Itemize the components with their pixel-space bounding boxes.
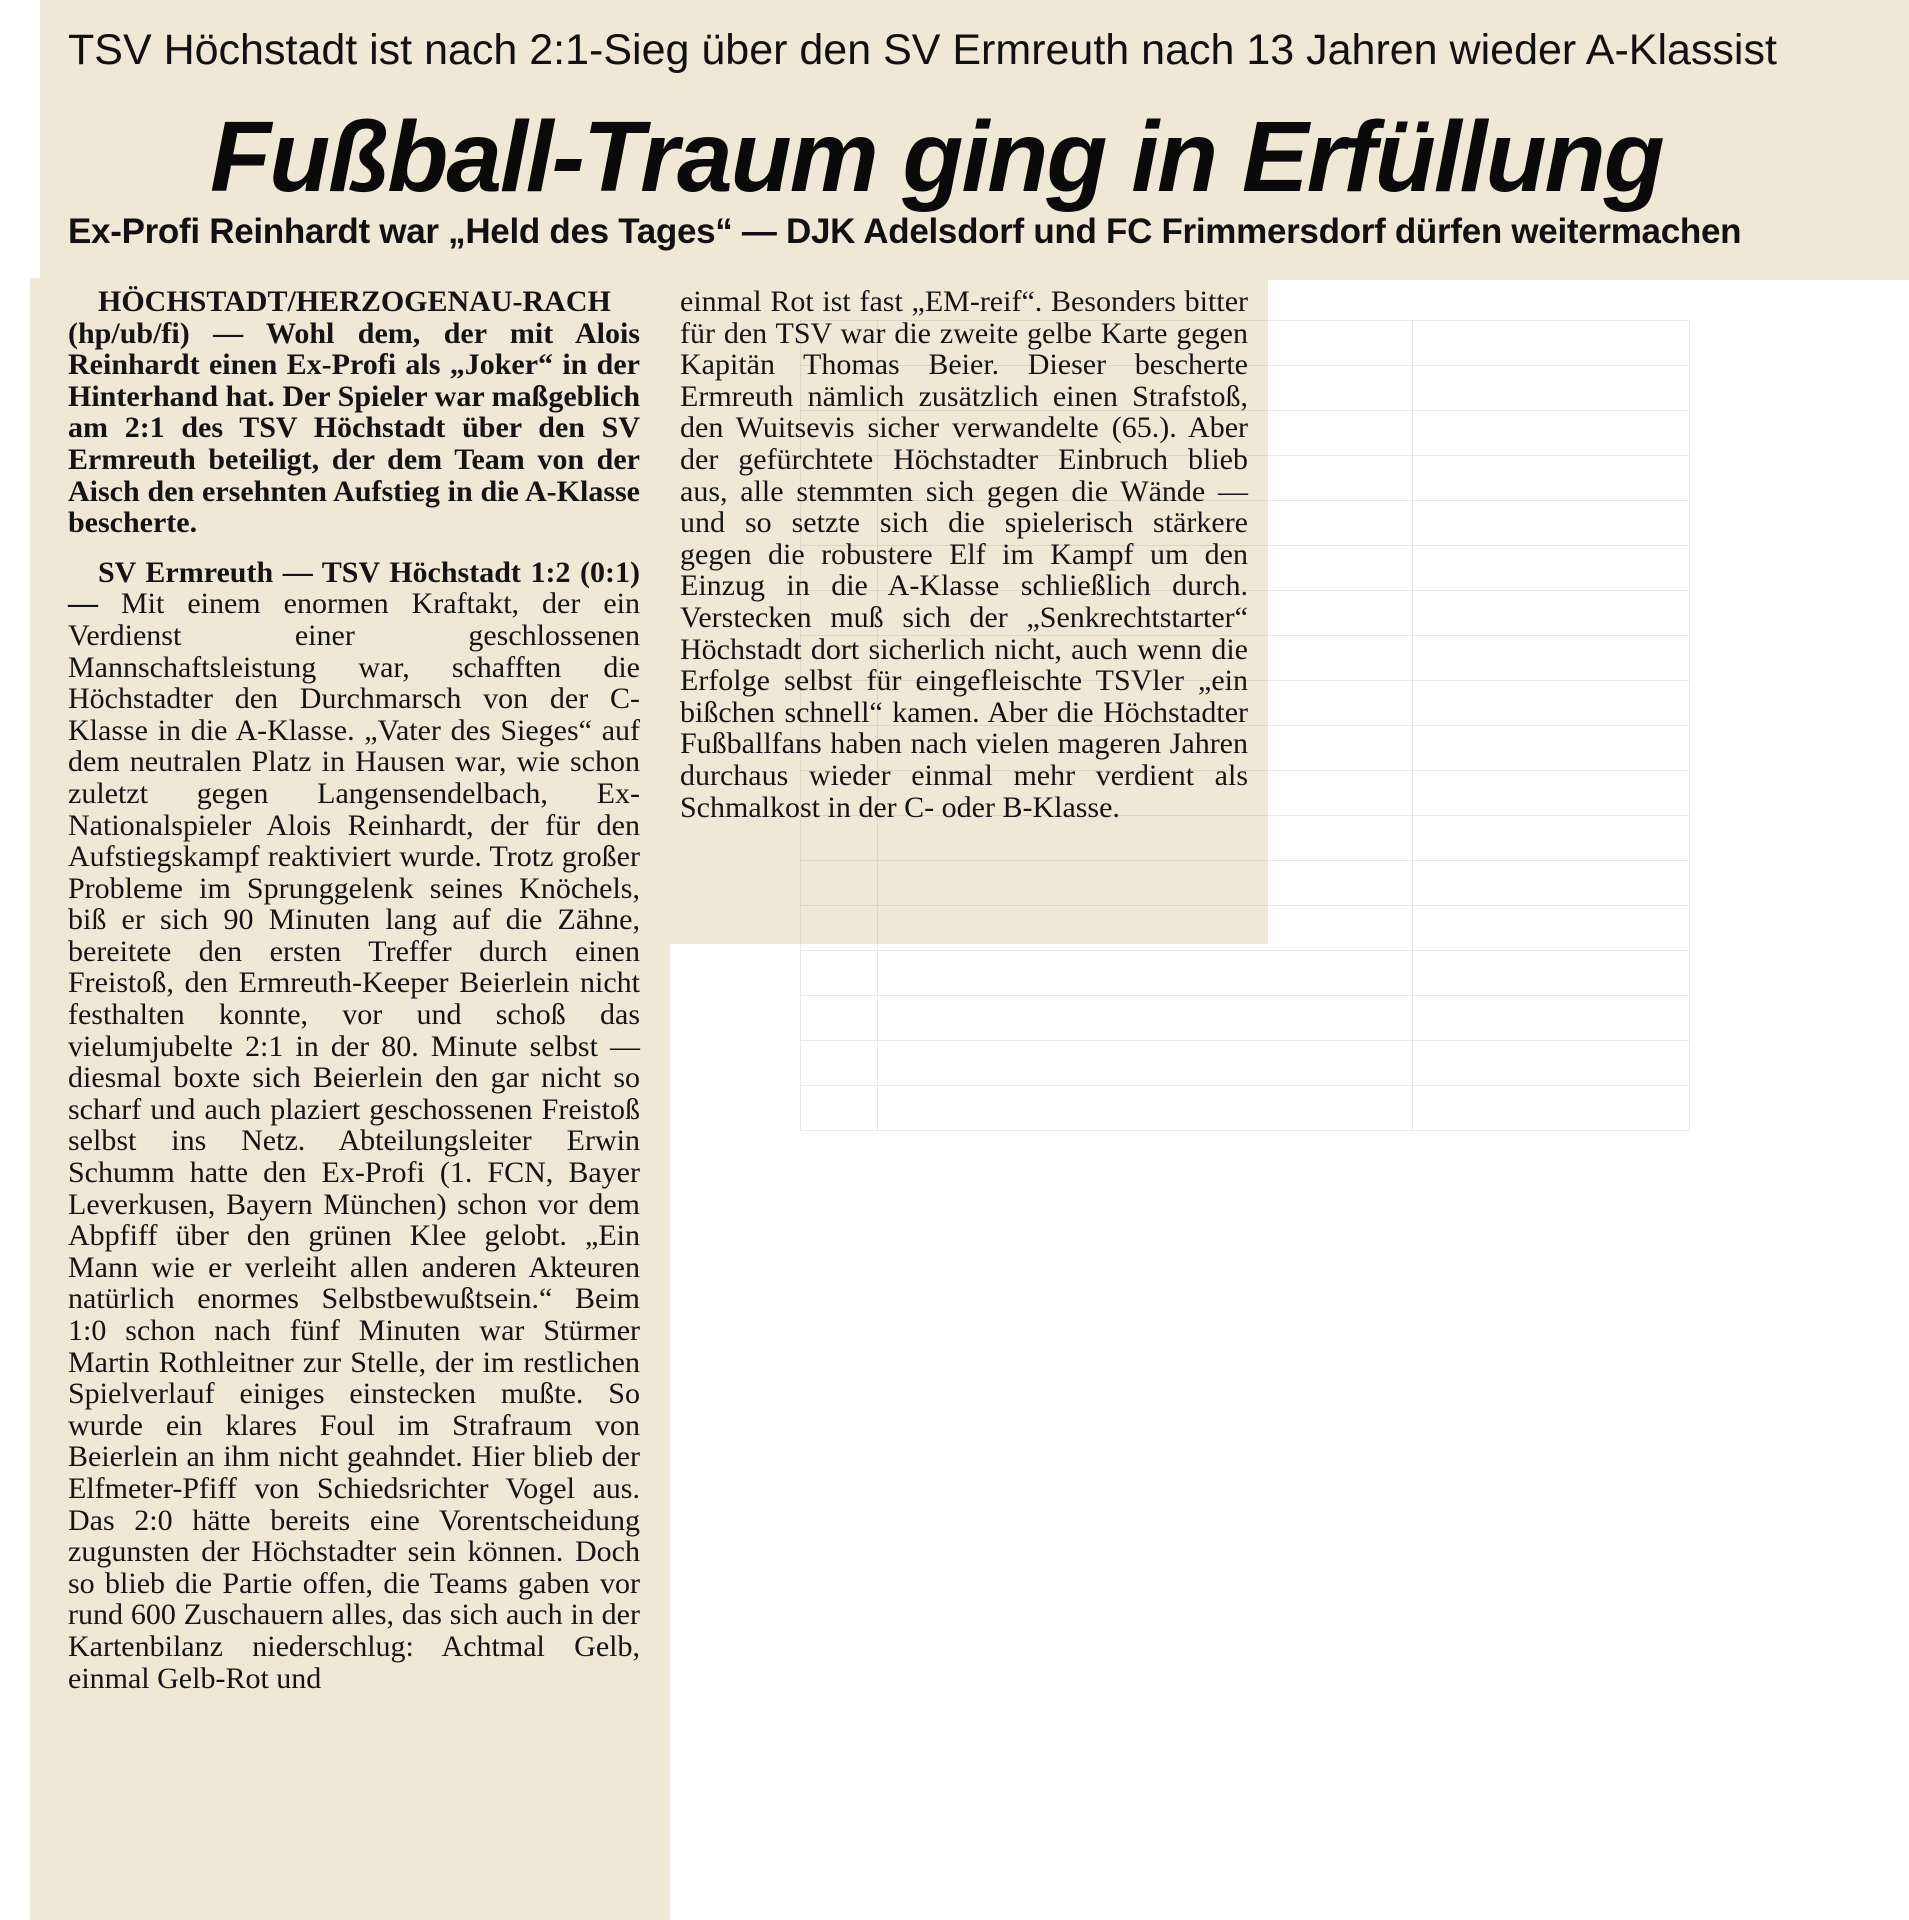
article-body-left: Mit einem enormen Kraftakt, der ein Verdienst einer geschlossenen Mannschaftsleistung war, schafften die Höchstadter den Durchmarsch von der C-Klasse in die A-Klasse. „Vater des Sieges“ auf dem neutralen Platz in Hausen war, wie schon zuletzt gegen Langensendelbach, Ex-Nationalspieler Alois Reinhardt, der für den Aufstiegskampf reaktiviert wurde. Trotz großer Probleme im Sprunggelenk seines Knöchels, biß er sich 90 Minuten lang auf die Zähne, bereitete den ersten Treffer durch einen Freistoß, den Ermreuth-Keeper Beierlein nicht festhalten konnte, vor und schoß das vielumjubelte 2:1 in der 80. Minute selbst — diesmal boxte sich Beierlein den gar nicht so scharf und auch plaziert geschossenen Freistoß selbst ins Netz. Abteilungsleiter Erwin Schumm hatte den Ex-Profi (1. FCN, Bayer Leverkusen, Bayern München) schon vor dem Abpfiff über den grünen Klee gelobt. „Ein Mann wie er verleiht allen anderen Akteuren natürlich enormes Selbstbewußtsein.“ Beim 1:0 schon nach fünf Minuten war Stürmer Martin Rothleitner zur Stelle, der im restlichen Spielverlauf einiges einstecken mußte. So wurde ein klares Foul im Strafraum von Beierlein an ihm nicht geahndet. Hier blieb der Elfmeter-Pfiff von Schiedsrichter Vogel aus. Das 2:0 hätte bereits eine Vorentscheidung zugunsten der Höchstadter sein können. Doch so blieb die Partie offen, die Teams gaben vor rund 600 Zuschauern alles, das sich auch in der Kartenbilanz niederschlug: Achtmal Gelb, einmal Gelb-Rot und	[68, 587, 640, 1695]
article-headline: Fußball-Traum ging in Erfüllung	[210, 101, 1663, 213]
article-subheadline: Ex-Profi Reinhardt war „Held des Tages“ — DJK Adelsdorf und FC Frimmersdorf dürfen weitermachen	[68, 212, 1742, 251]
article-match-paragraph	[68, 557, 640, 1694]
match-result-label: SV Ermreuth — TSV Höchstadt 1:2 (0:1) —	[68, 555, 640, 621]
article-column-right	[680, 286, 1248, 823]
article-kicker: TSV Höchstadt ist nach 2:1-Sieg über den SV Ermreuth nach 13 Jahren wieder A-Klassist	[68, 26, 1777, 74]
article-dateline: HÖCHSTADT/HERZOGENAU-RACH (hp/ub/fi) —	[68, 285, 611, 350]
article-intro: Wohl dem, der mit Alois Reinhardt einen Ex-Profi als „Joker“ in der Hinterhand hat. Der Spieler war maßgeblich am 2:1 des TSV Höchstadt über den SV Ermreuth beteiligt, der dem Team von der Aisch den ersehnten Aufstieg in die A-Klasse bescherte.	[68, 316, 640, 540]
article-intro-paragraph	[68, 286, 640, 539]
article-body-right: einmal Rot ist fast „EM-reif“. Besonders bitter für den TSV war die zweite gelbe Karte gegen Kapitän Thomas Beier. Dieser bescherte Ermreuth nämlich zusätzlich einen Strafstoß, den Wuitsevis sicher verwandelte (65.). Aber der gefürchtete Höchstadter Einbruch blieb aus, alle stemmten sich gegen die Wände — und so setzte sich die spielerisch stärkere gegen die robustere Elf im Kampf um den Einzug in die A-Klasse schließlich durch. Verstecken muß sich der „Senkrechtstarter“ Höchstadt dort sicherlich nicht, auch wenn die Erfolge selbst für eingefleischte TSVler „ein bißchen schnell“ kamen. Aber die Höchstadter Fußballfans haben nach vielen mageren Jahren durchaus wieder einmal mehr verdient als Schmalkost in der C- oder B-Klasse.	[680, 285, 1248, 824]
article-column-left	[68, 286, 640, 1694]
